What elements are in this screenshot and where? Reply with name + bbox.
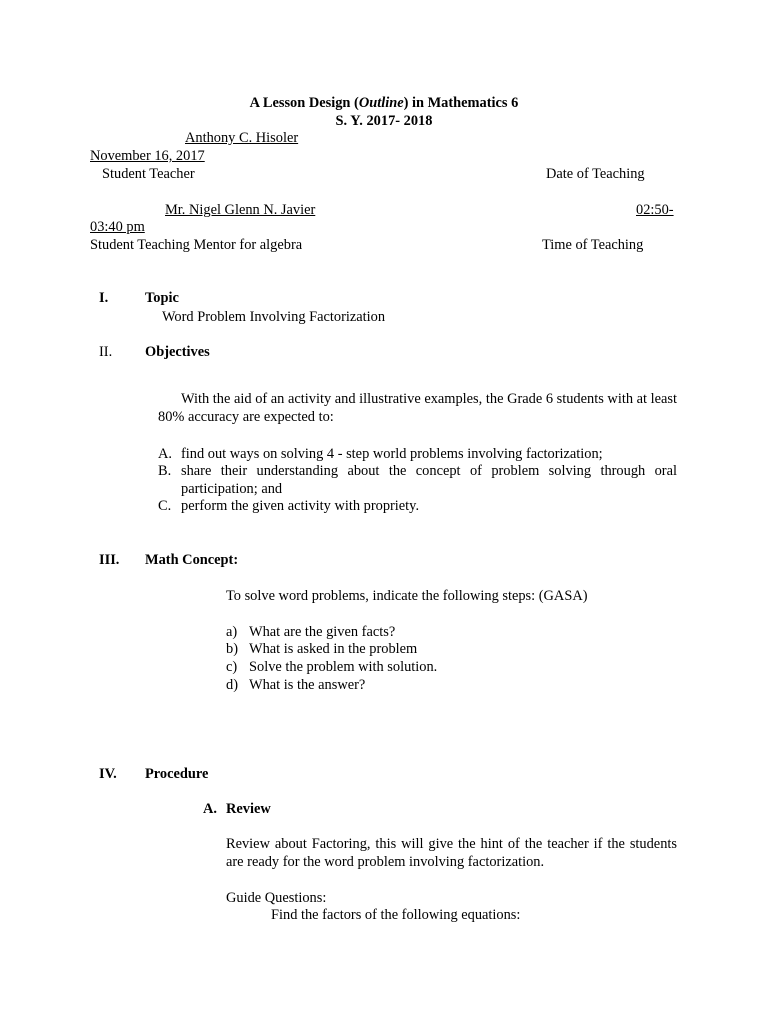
section-heading-topic: Topic xyxy=(145,290,179,306)
section-heading-procedure: Procedure xyxy=(145,766,209,782)
objective-item: share their understanding about the concept of problem solving through oral participation; and xyxy=(181,463,677,497)
step-item: What are the given facts? xyxy=(249,624,396,640)
student-teacher-label: Student Teacher xyxy=(102,166,195,182)
step-item: Solve the problem with solution. xyxy=(249,659,438,675)
objective-marker: A. xyxy=(158,446,172,462)
school-year: S. Y. 2017- 2018 xyxy=(335,113,433,129)
objective-marker: C. xyxy=(158,498,172,514)
step-item: What is asked in the problem xyxy=(249,641,418,657)
section-numeral-topic: I. xyxy=(99,290,109,306)
subsection-heading-review: Review xyxy=(226,801,271,817)
review-text: Review about Factoring, this will give the hint of the teacher if the students are ready for the word problem involving factorization. xyxy=(226,836,677,870)
step-marker: c) xyxy=(226,659,238,675)
subsection-marker-review: A. xyxy=(203,801,217,817)
mentor-label: Student Teaching Mentor for algebra xyxy=(90,237,303,253)
title-emphasis: Outline xyxy=(358,95,404,111)
section-heading-math-concept: Math Concept: xyxy=(145,552,239,568)
guide-questions-label: Guide Questions: xyxy=(226,890,327,906)
teaching-date: November 16, 2017 xyxy=(90,148,205,164)
section-numeral-objectives: II. xyxy=(99,344,113,360)
objective-marker: B. xyxy=(158,463,172,479)
topic-text: Word Problem Involving Factorization xyxy=(162,309,386,325)
document-title: A Lesson Design (Outline) in Mathematics 6 xyxy=(249,95,519,111)
objective-item: find out ways on solving 4 - step world problems involving factorization; xyxy=(181,446,603,462)
section-numeral-procedure: IV. xyxy=(99,766,117,782)
time-start: 02:50- xyxy=(636,202,674,218)
date-label: Date of Teaching xyxy=(546,166,645,182)
time-end: 03:40 pm xyxy=(90,219,145,235)
time-label: Time of Teaching xyxy=(542,237,644,253)
mentor-name: Mr. Nigel Glenn N. Javier xyxy=(165,202,316,218)
section-heading-objectives: Objectives xyxy=(145,344,210,360)
section-numeral-math-concept: III. xyxy=(99,552,120,568)
step-marker: a) xyxy=(226,624,238,640)
step-marker: b) xyxy=(226,641,238,657)
objective-item: perform the given activity with propriety. xyxy=(181,498,420,514)
math-concept-intro: To solve word problems, indicate the following steps: (GASA) xyxy=(226,588,588,604)
step-marker: d) xyxy=(226,677,238,693)
student-teacher-name: Anthony C. Hisoler xyxy=(185,130,299,146)
step-item: What is the answer? xyxy=(249,677,366,693)
objectives-intro: With the aid of an activity and illustrative examples, the Grade 6 students with at least 80% accuracy are expected to: xyxy=(158,391,677,425)
guide-questions-text: Find the factors of the following equations: xyxy=(271,907,521,923)
